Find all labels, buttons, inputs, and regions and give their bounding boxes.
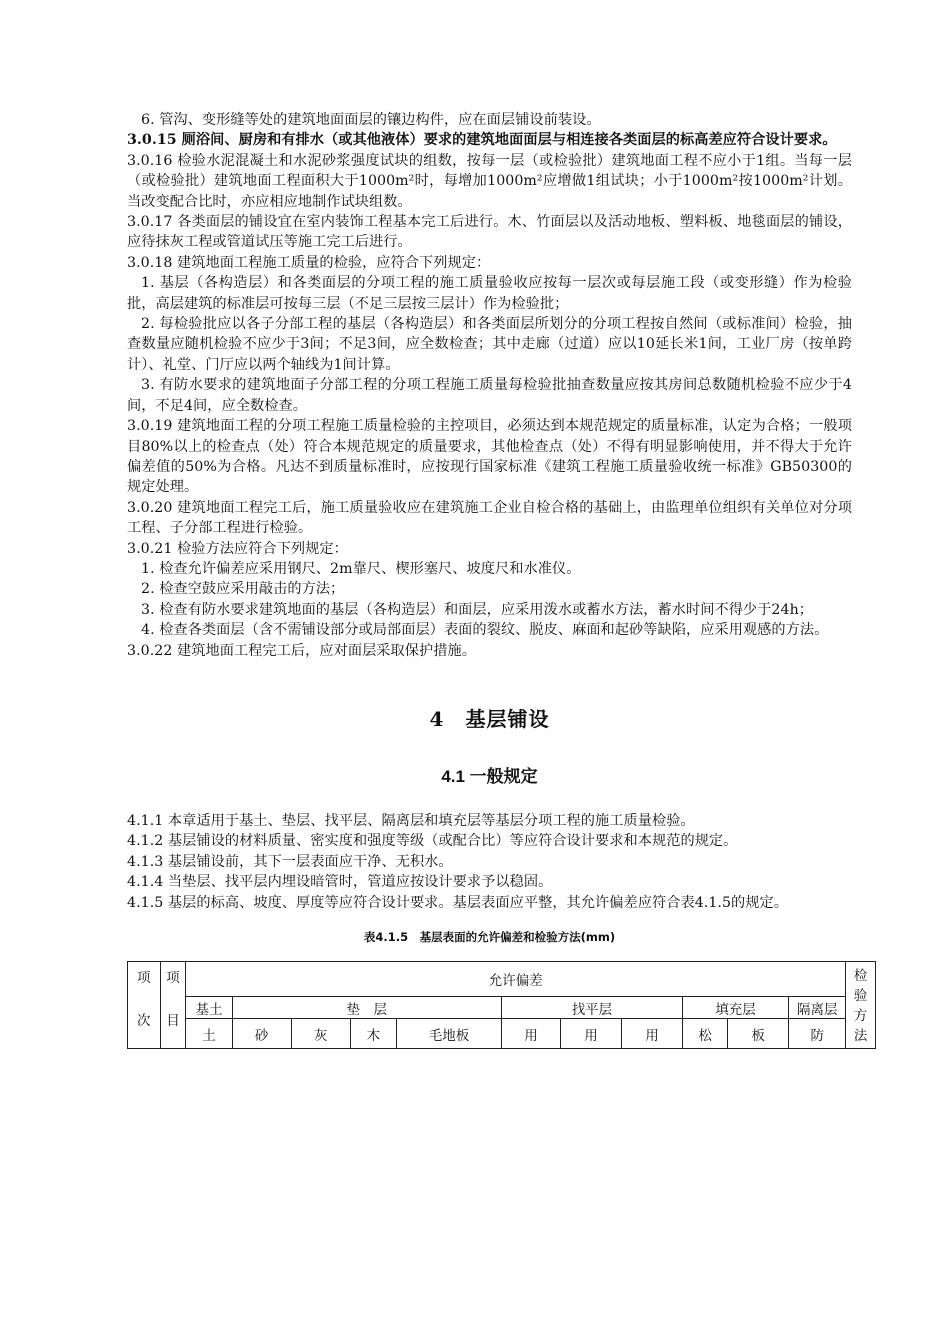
paragraph: 3.0.20 建筑地面工程完工后，施工质量验收应在建筑施工企业自检合格的基础上，由监理单位组织有关单位对分项工程、子分部工程进行检验。 bbox=[127, 499, 852, 537]
col-item-top: 项 bbox=[166, 970, 180, 986]
paragraph: 3.0.16 检验水泥混凝土和水泥砂浆强度试块的组数，按每一层（或检验批）建筑地面工程不应小于1组。当每一层（或检验批）建筑地面工程面积大于1000m²时，每增加1000m²应增做1组试块；小于1000m²按1000m²计划。当改变配合比时，亦应相应地制作试块组数。 bbox=[127, 152, 852, 210]
group-header-gelice: 隔离层 bbox=[789, 997, 846, 1019]
table-cell: 用 bbox=[560, 1019, 621, 1049]
paragraph: 3.0.21 检验方法应符合下列规定： bbox=[127, 540, 348, 557]
group-header-zhaopingceng: 找平层 bbox=[501, 997, 682, 1019]
paragraph: 4.1.5 基层的标高、坡度、厚度等应符合设计要求。基层表面应平整，其允许偏差应符合表4.1.5的规定。 bbox=[127, 894, 788, 911]
table-caption: 表4.1.5 基层表面的允许偏差和检验方法(mm) bbox=[363, 930, 616, 944]
table-cell: 土 bbox=[186, 1019, 232, 1049]
paragraph: 3.0.17 各类面层的铺设宜在室内装饰工程基本完工后进行。木、竹面层以及活动地板、塑料板、地毯面层的铺设，应待抹灰工程或管道试压等施工完工后进行。 bbox=[127, 214, 852, 251]
table-cell: 砂 bbox=[232, 1019, 291, 1049]
allowed-deviation-header: 允许偏差 bbox=[186, 962, 846, 997]
paragraph: 4.1.3 基层铺设前，其下一层表面应干净、无积水。 bbox=[127, 853, 453, 870]
body-text-lower bbox=[127, 811, 852, 913]
paragraph: 1. 基层（各构造层）和各类面层的分项工程的施工质量验收应按每一层次或每层施工段（或变形缝）作为检验批，高层建筑的标准层可按每三层（不足三层按三层计）作为检验批； bbox=[127, 275, 852, 312]
col-item-bottom: 目 bbox=[166, 1013, 180, 1029]
paragraph: 3.0.18 建筑地面工程施工质量的检验，应符合下列规定： bbox=[127, 254, 491, 271]
table-cell: 毛地板 bbox=[396, 1019, 501, 1049]
section-title: 4.1 一般规定 bbox=[441, 766, 538, 786]
paragraph: 3. 检查有防水要求建筑地面的基层（各构造层）和面层，应采用泼水或蓄水方法，蓄水时间不得少于24h； bbox=[141, 601, 813, 618]
table-cell: 防 bbox=[789, 1019, 846, 1049]
col-index-top: 项 bbox=[137, 970, 151, 986]
chapter-title: 4 基层铺设 bbox=[429, 706, 550, 731]
document-page bbox=[127, 110, 868, 1049]
group-header-jitu: 基土 bbox=[186, 997, 232, 1019]
paragraph: 4.1.1 本章适用于基土、垫层、找平层、隔离层和填充层等基层分项工程的施工质量检验。 bbox=[127, 812, 695, 829]
table-cell: 灰 bbox=[291, 1019, 350, 1049]
paragraph: 4. 检查各类面层（含不需铺设部分或局部面层）表面的裂纹、脱皮、麻面和起砂等缺陷，应采用观感的方法。 bbox=[141, 622, 829, 639]
table-cell: 用 bbox=[501, 1019, 560, 1049]
paragraph: 3.0.15 厕浴间、厨房和有排水（或其他液体）要求的建筑地面面层与相连接各类面层的标高差应符合设计要求。 bbox=[127, 132, 837, 149]
col-item-header bbox=[160, 962, 186, 1049]
table-cell: 松 bbox=[682, 1019, 727, 1049]
table-cell: 木 bbox=[350, 1019, 396, 1049]
group-header-tianchongceng: 填充层 bbox=[682, 997, 788, 1019]
inspection-method-text: 检验方法 bbox=[853, 968, 868, 1044]
paragraph: 4.1.2 基层铺设的材料质量、密实度和强度等级（或配合比）等应符合设计要求和本规范的规定。 bbox=[127, 833, 738, 850]
paragraph: 2. 每检验批应以各子分部工程的基层（各构造层）和各类面层所划分的分项工程按自然间（或标准间）检验，抽查数量应随机检验不应少于3间；不足3间，应全数检查；其中走廊（过道）应以10延长米1间，工业厂房（按单跨计）、礼堂、门厅应以两个轴线为1间计算。 bbox=[127, 316, 852, 373]
group-header-dianceng: 垫 层 bbox=[232, 997, 501, 1019]
inspection-method-header bbox=[846, 962, 876, 1049]
table-cell: 用 bbox=[621, 1019, 682, 1049]
paragraph: 4.1.4 当垫层、找平层内埋设暗管时，管道应按设计要求予以稳固。 bbox=[127, 874, 553, 891]
col-index-header bbox=[128, 962, 161, 1049]
table-cell: 板 bbox=[728, 1019, 789, 1049]
paragraph: 1. 检查允许偏差应采用钢尺、2m靠尺、楔形塞尺、坡度尺和水准仪。 bbox=[141, 560, 581, 577]
paragraph: 3.0.19 建筑地面工程的分项工程施工质量检验的主控项目，必须达到本规范规定的质量标准，认定为合格；一般项目80%以上的检查点（处）符合本规范规定的质量要求，其他检查点（处）不得有明显影响使用，并不得大于允许偏差值的50%为合格。凡达不到质量标准时，应按现行国家标准《建筑工程施工质量验收统一标准》GB50300的规定处理。 bbox=[127, 418, 852, 496]
body-text-upper bbox=[127, 110, 852, 661]
table-row bbox=[128, 1019, 876, 1049]
paragraph: 6. 管沟、变形缝等处的建筑地面面层的镶边构件，应在面层铺设前装设。 bbox=[141, 112, 601, 128]
deviation-table bbox=[127, 961, 876, 1049]
col-index-bottom: 次 bbox=[137, 1013, 151, 1029]
paragraph: 3. 有防水要求的建筑地面子分部工程的分项工程施工质量每检验批抽查数量应按其房间总数随机检验不应少于4间，不足4间，应全数检查。 bbox=[127, 377, 852, 414]
paragraph: 2. 检查空鼓应采用敲击的方法； bbox=[141, 581, 345, 598]
paragraph: 3.0.22 建筑地面工程完工后，应对面层采取保护措施。 bbox=[127, 642, 476, 659]
